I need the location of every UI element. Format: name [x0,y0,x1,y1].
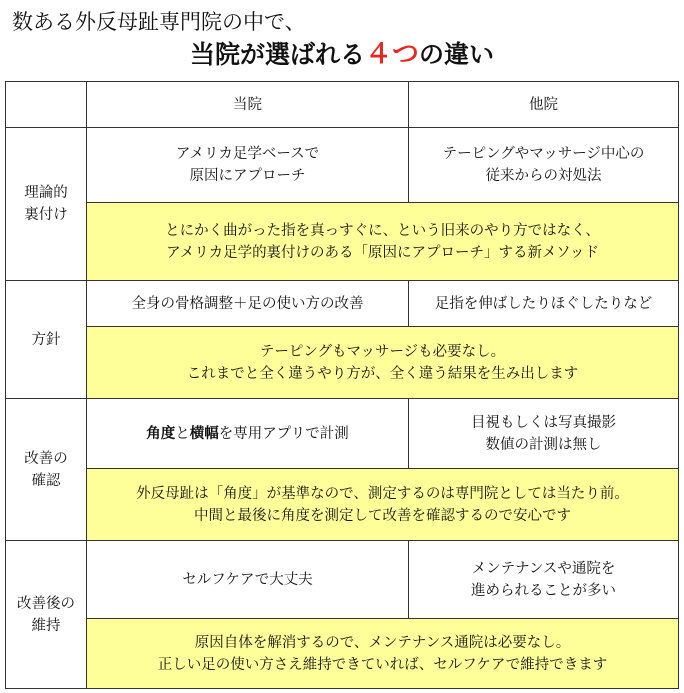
others-cell: 足指を伸ばしたりほぐしたりなど [409,281,679,327]
row-label: 方針 [6,281,87,399]
table-row [6,541,679,619]
row-label: 改善の 確認 [6,399,87,541]
heading-line2-pre: 当院が選ばれる [189,40,365,69]
header-row [6,82,679,128]
ours-cell: セルフケアで大丈夫 [87,541,409,619]
header-empty [6,82,87,128]
heading-count: ４つ [365,39,419,70]
others-cell: メンテナンスや通院を 進められることが多い [409,541,679,619]
others-cell: 目視もしくは写真撮影 数値の計測は無し [409,399,679,469]
summary-row [6,619,679,689]
summary-row [6,469,679,541]
table-row [6,399,679,469]
table-row [6,128,679,203]
table-row [6,281,679,327]
summary-cell: とにかく曲がった指を真っすぐに、という旧来のやり方ではなく、 アメリカ足学的裏付けのある「原因にアプローチ」する新メソッド [87,203,679,281]
comparison-table [5,81,679,689]
header-ours: 当院 [87,82,409,128]
summary-cell: テーピングもマッサージも必要なし。 これまでと全く違うやり方が、全く違う結果を生み出します [87,327,679,399]
heading-line2 [0,38,684,72]
ours-cell: アメリカ足学ベースで 原因にアプローチ [87,128,409,203]
heading-line2-post: の違い [419,40,495,69]
summary-row [6,327,679,399]
others-cell: テーピングやマッサージ中心の 従来からの対処法 [409,128,679,203]
header-others: 他院 [409,82,679,128]
summary-cell: 外反母趾は「角度」が基準なので、測定するのは専門院としては当たり前。 中間と最後に角度を測定して改善を確認するので安心です [87,469,679,541]
ours-cell: 全身の骨格調整＋足の使い方の改善 [87,281,409,327]
row-label: 改善後の 維持 [6,541,87,689]
summary-cell: 原因自体を解消するので、メンテナンス通院は必要なし。 正しい足の使い方さえ維持できていれば、セルフケアで維持できます [87,619,679,689]
ours-cell: 角度と横幅を専用アプリで計測 [87,399,409,469]
summary-row [6,203,679,281]
row-label: 理論的 裏付け [6,128,87,281]
heading-line1: 数ある外反母趾専門院の中で、 [12,10,306,34]
